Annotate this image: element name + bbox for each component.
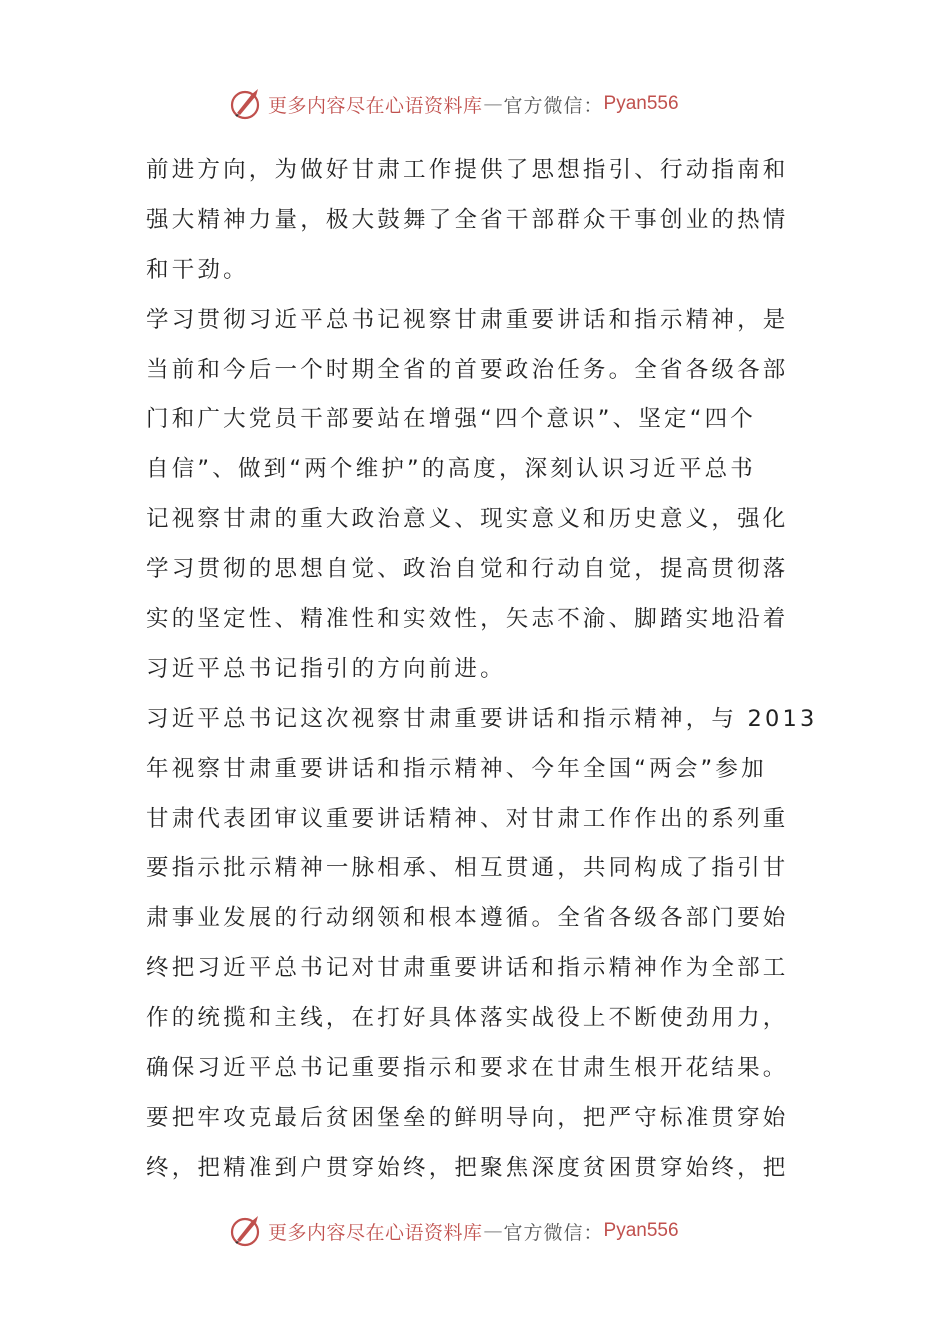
banner-wechat-label: 官方微信： [503,94,604,117]
footer-banner [228,1211,728,1251]
banner-lead-text: 更多内容尽在心语资料库 [268,1221,483,1244]
text-line: 记视察甘肃的重大政治意义、现实意义和历史意义，强化 [146,506,789,533]
text-line: 当前和今后一个时期全省的首要政治任务。全省各级各部 [146,356,789,383]
text-line: 习近平总书记指引的方向前进。 [146,655,506,682]
text-line: 前进方向，为做好甘肃工作提供了思想指引、行动指南和 [146,157,789,183]
banner-wechat-id: Pyan556 [603,1220,679,1241]
banner-dash: — [483,1220,503,1242]
text-line: 自信”、做到“两个维护”的高度，深刻认识习近平总书 [146,456,756,483]
text-line: 要把牢攻克最后贫困堡垒的鲜明导向，把严守标准贯穿始 [146,1104,789,1131]
quill-logo-icon [228,86,264,122]
text-line: 终，把精准到户贯穿始终，把聚焦深度贫困贯穿始终，把 [146,1154,789,1181]
header-banner [228,84,728,124]
text-line: 门和广大党员干部要站在增强“四个意识”、坚定“四个 [146,406,756,433]
text-line: 和干劲。 [146,256,249,283]
text-line: 习近平总书记这次视察甘肃重要讲话和指示精神，与 2013 [146,705,818,732]
text-line: 终把习近平总书记对甘肃重要讲话和指示精神作为全部工 [146,955,789,982]
text-line: 强大精神力量，极大鼓舞了全省干部群众干事创业的热情 [146,206,789,233]
text-line: 学习贯彻习近平总书记视察甘肃重要讲话和指示精神，是 [146,306,789,333]
text-line: 作的统揽和主线，在打好具体落实战役上不断使劲用力， [146,1005,789,1032]
banner-wechat-label: 官方微信： [503,1221,604,1244]
text-line: 肃事业发展的行动纲领和根本遵循。全省各级各部门要始 [146,905,789,932]
text-line: 要指示批示精神一脉相承、相互贯通，共同构成了指引甘 [146,855,789,882]
text-line: 甘肃代表团审议重要讲话精神、对甘肃工作作出的系列重 [146,805,789,832]
banner-lead-text: 更多内容尽在心语资料库 [268,94,483,117]
banner-dash: — [483,93,503,115]
quill-logo-icon [228,1213,264,1249]
text-line: 确保习近平总书记重要指示和要求在甘肃生根开花结果。 [146,1055,789,1082]
text-line: 实的坚定性、精准性和实效性，矢志不渝、脚踏实地沿着 [146,606,789,633]
body-text [146,146,818,1194]
banner-wechat-id: Pyan556 [603,93,679,114]
text-line: 年视察甘肃重要讲话和指示精神、今年全国“两会”参加 [146,755,767,782]
text-line: 学习贯彻的思想自觉、政治自觉和行动自觉，提高贯彻落 [146,556,789,583]
